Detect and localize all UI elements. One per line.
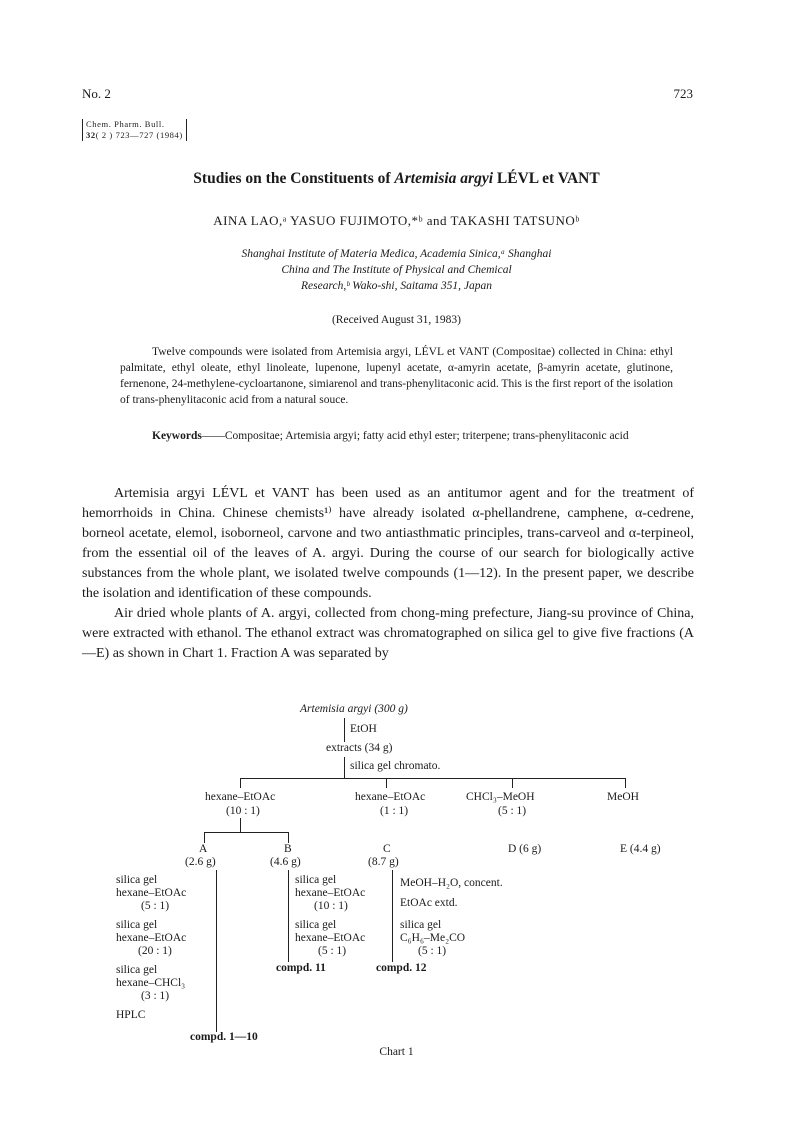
affiliation-line: Shanghai Institute of Materia Medica, Academia Sinica,ᵃ Shanghai [241,248,552,260]
affiliation-line: Research,ᵇ Wako-shi, Saitama 351, Japan [300,280,492,292]
chart-connector [344,718,345,742]
journal-issue: No. 2 [82,86,111,101]
step-text: silica gel [295,919,337,931]
chart-connector [240,778,241,788]
citation-journal: Chem. Pharm. Bull. [86,119,165,129]
step-text: hexane–EtOAc [116,932,187,944]
abstract-text: Twelve compounds were isolated from Artemisia argyi, LÉVL et VANT (Compositae) collected in China: ethyl palmitate, ethyl oleate, ethyl linoleate, lupenone, lupenyl acetate, α-amyrin acetate, β-amyrin acetate, glutinone, fernenone, 24-methylene-cycloartanone, simiarenol and trans-phenylitaconic acid. This is the first report of the isolation of trans-phenylitaconic acid from a natural souce. [120,346,673,406]
title-pre: Studies on the Constituents of [193,170,395,187]
chart-branch-line [240,778,625,779]
keywords-text: ——Compositae; Artemisia argyi; fatty acid ethyl ester; triterpene; trans-phenylitaconic acid [201,430,629,442]
step-text: C₆H₆–Me₂CO [400,932,466,944]
step-text: hexane–CHCl₃ [116,977,186,989]
step-text: (10 : 1) [314,900,348,912]
chart-step-etoh: EtOH [350,723,377,735]
chart-connector [625,778,626,788]
keywords-label: Keywords [152,430,202,442]
result-compounds: compd. 11 [276,962,326,974]
received-date: (Received August 31, 1983) [331,314,462,326]
chart-caption: Chart 1 [379,1046,414,1058]
fraction-label: A [199,843,208,855]
fraction-label: B [284,843,292,855]
result-compounds: compd. 1—10 [190,1031,258,1043]
paragraph: Artemisia argyi LÉVL et VANT has been used as an antitumor agent and for the treatment of hemorrhoids in China. Chinese chemists¹⁾ have already isolated α-phellandrene, camphene, α-cedrene, borneol acetate, elemol, isoborneol, carvone and two antiasthmatic principles, trans-carveol and α-terpineol, from the essential oil of the leaves of A. argyi. During the course of our search for biologically active substances from the whole plant, we isolated twelve compounds (1—12). In the present paper, we describe the isolation and identification of these compounds. [82,486,694,601]
solvent-ratio: (5 : 1) [498,805,527,817]
step-text: (5 : 1) [318,945,347,957]
title-species: Artemisia argyi [394,170,494,187]
page-number: 723 [673,86,693,101]
fraction-label: E (4.4 g) [620,843,661,855]
solvent-name: hexane–EtOAc [205,791,276,803]
step-text: HPLC [116,1009,146,1021]
step-text: EtOAc extd. [400,897,458,909]
chart-connector [204,832,205,843]
affiliation-line: China and The Institute of Physical and Chemical [281,264,512,276]
solvent-name: hexane–EtOAc [355,791,426,803]
chart-connector [216,870,217,1032]
step-text: hexane–EtOAc [116,887,187,899]
step-text: hexane–EtOAc [295,932,366,944]
solvent-ratio: (10 : 1) [226,805,260,817]
chart-connector [512,778,513,788]
paragraph: Air dried whole plants of A. argyi, collected from chong-ming prefecture, Jiang-su province of China, were extracted with ethanol. The ethanol extract was chromatographed on silica gel to give five fractions (A—E) as shown in Chart 1. Fraction A was separated by [82,606,694,661]
chart-connector [392,870,393,962]
solvent-name: MeOH [607,791,639,803]
step-text: (5 : 1) [418,945,447,957]
authors: AINA LAO,ᵃ YASUO FUJIMOTO,*ᵇ and TAKASHI TATSUNOᵇ [213,213,580,228]
step-text: MeOH–H₂O, concent. [400,877,503,889]
title-post: LÉVL et VANT [493,170,600,187]
citation-issue: ( 2 ) [95,130,113,140]
citation-pages: 723—727 (1984) [115,130,183,140]
step-text: hexane–EtOAc [295,887,366,899]
fraction-label: C [383,843,391,855]
chart-connector [240,818,241,832]
step-text: silica gel [116,919,158,931]
chart-branch-line [204,832,288,833]
step-text: silica gel [400,919,442,931]
step-text: (3 : 1) [141,990,170,1002]
step-text: silica gel [116,964,158,976]
chart-root: Artemisia argyi (300 g) [300,703,408,715]
fraction-mass: (4.6 g) [270,856,301,868]
step-text: (20 : 1) [138,945,172,957]
fraction-mass: (8.7 g) [368,856,399,868]
fraction-mass: (2.6 g) [185,856,216,868]
chart-extract: extracts (34 g) [326,742,393,754]
solvent-ratio: (1 : 1) [380,805,409,817]
step-text: silica gel [116,874,158,886]
chart-step-chromato: silica gel chromato. [350,760,441,772]
chart-connector [288,832,289,843]
chart-connector [386,778,387,788]
step-text: (5 : 1) [141,900,170,912]
step-text: silica gel [295,874,337,886]
solvent-name: CHCl₃–MeOH [466,791,535,803]
citation-volume: 32 [86,130,96,140]
result-compounds: compd. 12 [376,962,427,974]
chart-connector [288,870,289,962]
fraction-label: D (6 g) [508,843,542,855]
chart-connector [344,757,345,778]
